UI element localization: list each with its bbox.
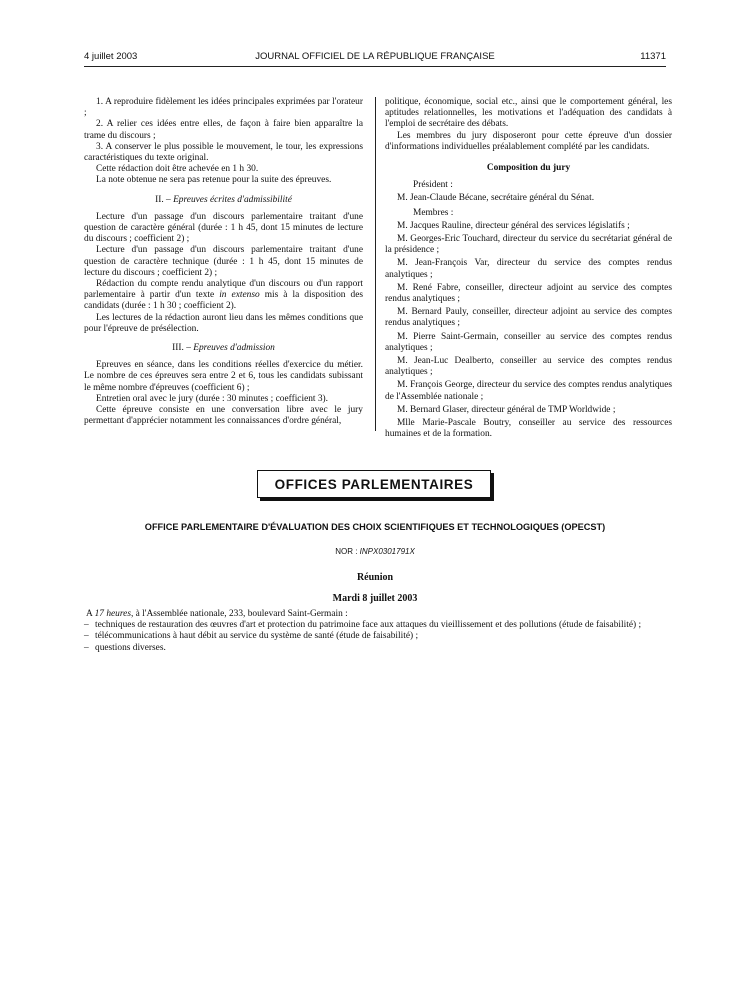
paragraph: 2. A relier ces idées entre elles, de façon à faire bien apparaître la trame du discours ; [84,119,363,141]
paragraph: Entretien oral avec le jury (durée : 30 minutes ; coefficient 3). [96,393,329,404]
jury-member: M. Jean-Luc Dealberto, conseiller au service des comptes rendus analytiques ; [385,356,672,378]
jury-member: M. Jacques Rauline, directeur général des services législatifs ; [397,220,630,231]
office-title: OFFICE PARLEMENTAIRE D'ÉVALUATION DES CHOIX SCIENTIFIQUES ET TECHNOLOGIQUES (OPECST) [144,522,606,532]
members-label: Membres : [413,207,454,218]
jury-member: M. Georges-Eric Touchard, directeur du service du secrétariat général de la présidence ; [385,234,672,256]
section-heading-2: II. – Epreuves écrites d'admissibilité [155,194,292,205]
agenda-item: – questions diverses. [84,642,166,653]
jury-heading: Composition du jury [486,163,571,174]
paragraph: Epreuves en séance, dans les conditions réelles d'exercice du métier. Le nombre de ces épreuves sera entre 2 et 6, tous les candidats subissant le même nombre d'épreuves (coefficient 6) ; [84,360,363,393]
paragraph: La note obtenue ne sera pas retenue pour la suite des épreuves. [96,175,332,186]
jury-member: M. Bernard Pauly, conseiller, directeur adjoint au service des comptes rendus analytiques ; [385,307,672,329]
page-number: 11371 [640,51,666,62]
agenda-item: – télécommunications à haut débit au service du système de santé (étude de faisabilité) ; [84,631,419,642]
header-date: 4 juillet 2003 [84,51,138,62]
section-box-title: OFFICES PARLEMENTAIRES [257,470,491,498]
agenda-intro: A 17 heures, à l'Assemblée nationale, 233, boulevard Saint-Germain : [86,609,348,619]
agenda [84,609,674,654]
jury-member: M. François George, directeur du service des comptes rendus analytiques de l'Assemblée nationale ; [385,380,672,402]
jury-member: M. Jean-François Var, directeur du service des comptes rendus analytiques ; [385,258,672,280]
jury-member: M. Pierre Saint-Germain, conseiller au service des comptes rendus analytiques ; [385,331,672,353]
meeting-date: Mardi 8 juillet 2003 [332,593,418,604]
agenda-item: – techniques de restauration des œuvres d'art et protection du patrimoine face aux attaques du vieillissement et des pollutions (étude de faisabilité) ; [84,620,642,631]
president-label: Président : [413,180,453,191]
jury-president: M. Jean-Claude Bécane, secrétaire général du Sénat. [397,193,595,204]
left-column [84,97,363,427]
jury-member: M. René Fabre, conseiller, directeur adjoint au service des comptes rendus analytiques ; [385,282,672,305]
paragraph: Cette rédaction doit être achevée en 1 h 30. [96,164,259,175]
paragraph: Les membres du jury disposeront pour cette épreuve d'un dossier d'informations individuelles préalablement complété par les candidats. [385,130,672,152]
journal-title: JOURNAL OFFICIEL DE LA RÉPUBLIQUE FRANÇAISE [255,51,495,62]
right-column [385,97,672,440]
paragraph: 3. A conserver le plus possible le mouvement, le tour, les expressions caractéristiques du texte original. [84,141,363,164]
paragraph: Cette épreuve consiste en une conversation libre avec le jury permettant d'apprécier notamment les connaissances d'ordre général, [84,405,363,427]
paragraph: Lecture d'un passage d'un discours parlementaire traitant d'une question de caractère général (durée : 1 h 45, dont 15 minutes de lecture du discours ; coefficient 2) ; [84,211,363,245]
paragraph: 1. A reproduire fidèlement les idées principales exprimées par l'orateur ; [84,97,363,119]
reunion-heading: Réunion [356,572,394,583]
paragraph: Rédaction du compte rendu analytique d'un discours ou d'un rapport parlementaire à partir d'un texte in extenso mis à la disposition des candidats (durée : 1 h 30 ; coefficient 2). [84,279,364,312]
jury-member: Mlle Marie-Pascale Boutry, conseiller au service des ressources humaines et de la formation. [385,418,672,440]
paragraph: Lecture d'un passage d'un discours parlementaire traitant d'une question de caractère technique (durée : 1 h 45, dont 15 minutes de lecture du discours ; coefficient 2) ; [84,245,363,278]
nor-reference: NOR : INPX0301791X [335,547,415,556]
column-divider [375,97,376,431]
page-header [84,51,666,65]
section-heading-3: III. – Epreuves d'admission [172,343,275,354]
paragraph: politique, économique, social etc., ainsi que le comportement général, les aptitudes relationnelles, les motivations et l'adéquation des candidats à l'emploi de secrétaire des débats. [385,97,672,130]
jury-member: M. Bernard Glaser, directeur général de TMP Worldwide ; [397,404,616,415]
paragraph: Les lectures de la rédaction auront lieu dans les mêmes conditions que pour l'épreuve de présélection. [84,312,363,334]
header-rule [84,66,666,67]
